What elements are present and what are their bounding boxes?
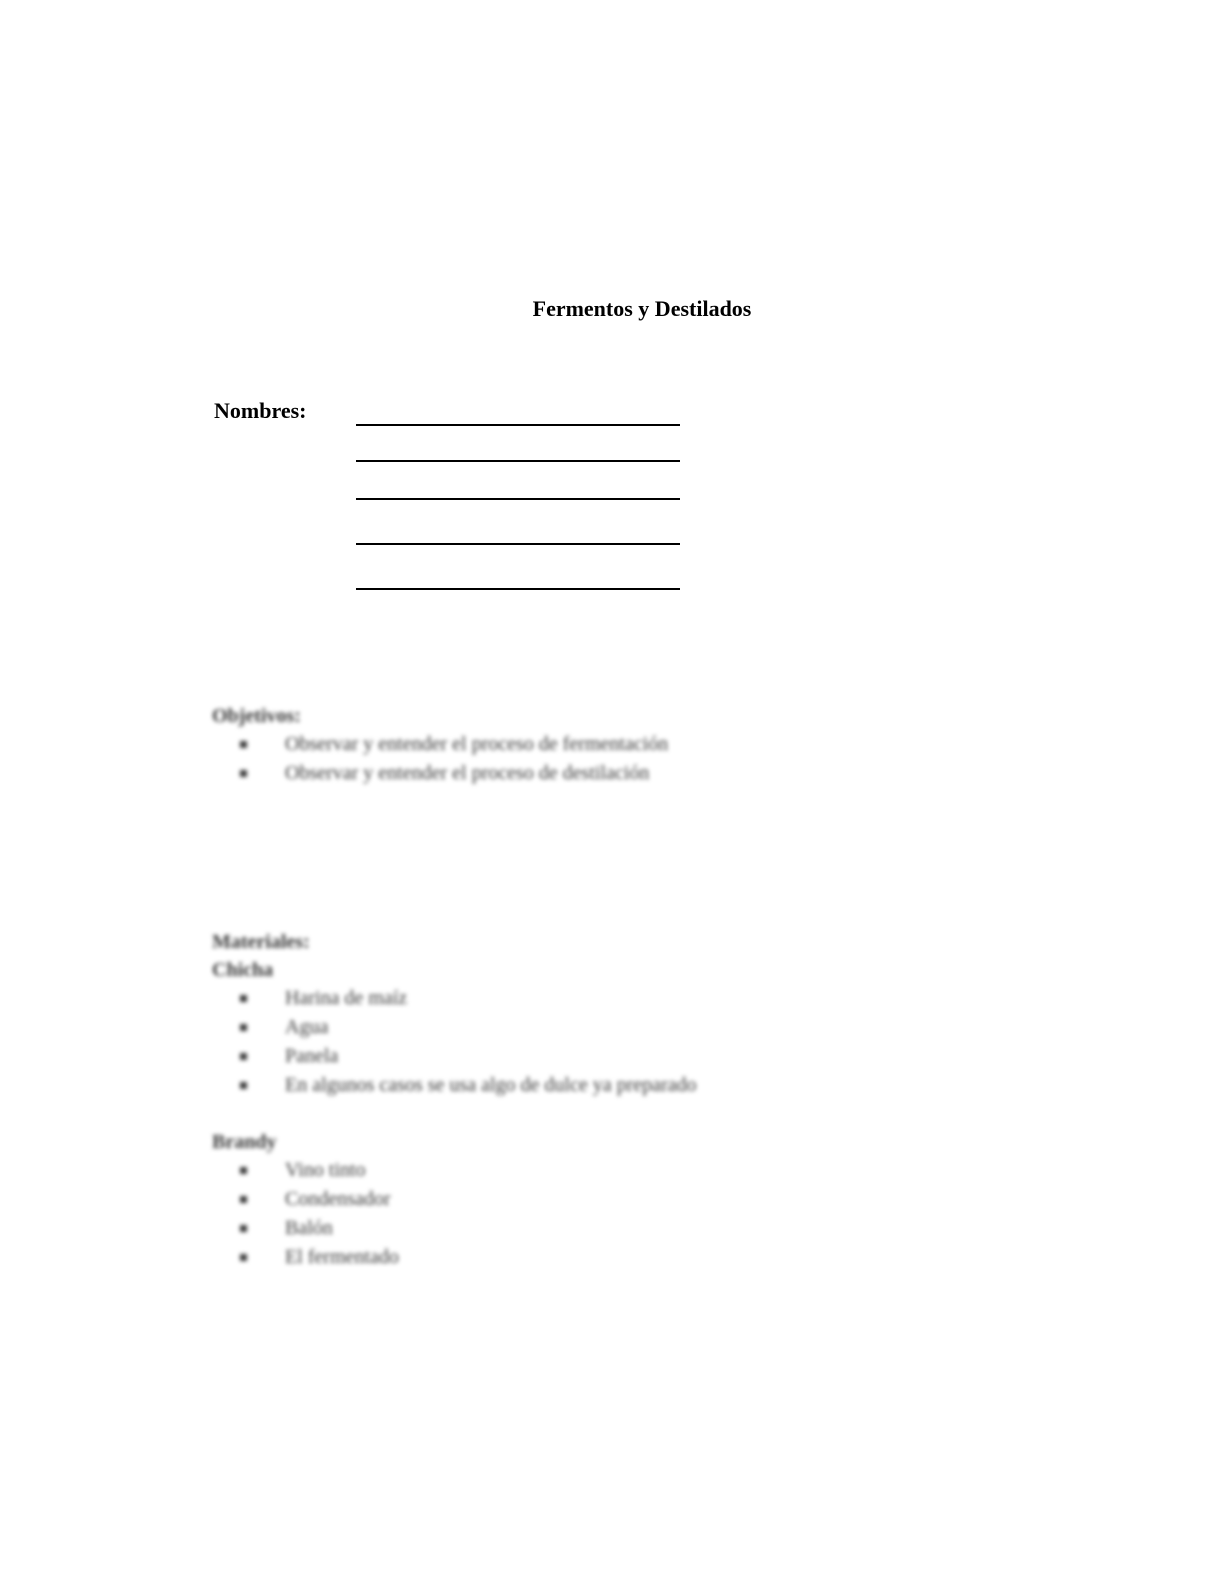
list-item	[212, 1185, 399, 1214]
list-item	[212, 730, 668, 759]
list-item-text: Balón	[285, 1217, 333, 1239]
name-line[interactable]	[356, 424, 680, 426]
list-item-text: Harina de maíz	[285, 987, 408, 1009]
list-item-text: El fermentado	[285, 1246, 399, 1268]
list-item-text: Agua	[285, 1016, 329, 1038]
bullet-icon	[240, 1024, 247, 1031]
name-line[interactable]	[356, 588, 680, 590]
bullet-icon	[240, 1254, 247, 1261]
bullet-icon	[240, 741, 247, 748]
page-title: Fermentos y Destilados	[532, 296, 752, 321]
objectives-section	[212, 702, 668, 788]
objectives-heading: Objetivos:	[212, 705, 301, 727]
brandy-heading: Brandy	[212, 1131, 277, 1153]
brandy-section	[212, 1128, 399, 1272]
list-item-text: En algunos casos se usa algo de dulce ya preparado	[285, 1074, 697, 1096]
list-item-text: Panela	[285, 1045, 339, 1067]
list-item	[212, 1013, 697, 1042]
bullet-icon	[240, 995, 247, 1002]
list-item	[212, 1243, 399, 1272]
bullet-icon	[240, 1196, 247, 1203]
materials-heading: Materiales:	[212, 931, 310, 953]
bullet-icon	[240, 1225, 247, 1232]
names-label: Nombres:	[214, 398, 307, 423]
list-item	[212, 1156, 399, 1185]
list-item-text: Condensador	[285, 1188, 391, 1210]
list-item	[212, 1214, 399, 1243]
list-item-text: Vino tinto	[285, 1159, 366, 1181]
list-item	[212, 984, 697, 1013]
bullet-icon	[240, 1053, 247, 1060]
name-line[interactable]	[356, 543, 680, 545]
chicha-list	[212, 984, 697, 1100]
list-item-text: Observar y entender el proceso de destilación	[285, 762, 650, 784]
list-item	[212, 1071, 697, 1100]
list-item	[212, 1042, 697, 1071]
objectives-list	[212, 730, 668, 788]
name-line[interactable]	[356, 460, 680, 462]
bullet-icon	[240, 770, 247, 777]
materials-section	[212, 928, 697, 1100]
list-item	[212, 759, 668, 788]
bullet-icon	[240, 1082, 247, 1089]
brandy-list	[212, 1156, 399, 1272]
chicha-heading: Chicha	[212, 959, 274, 981]
name-line[interactable]	[356, 498, 680, 500]
list-item-text: Observar y entender el proceso de fermentación	[285, 733, 669, 755]
bullet-icon	[240, 1167, 247, 1174]
